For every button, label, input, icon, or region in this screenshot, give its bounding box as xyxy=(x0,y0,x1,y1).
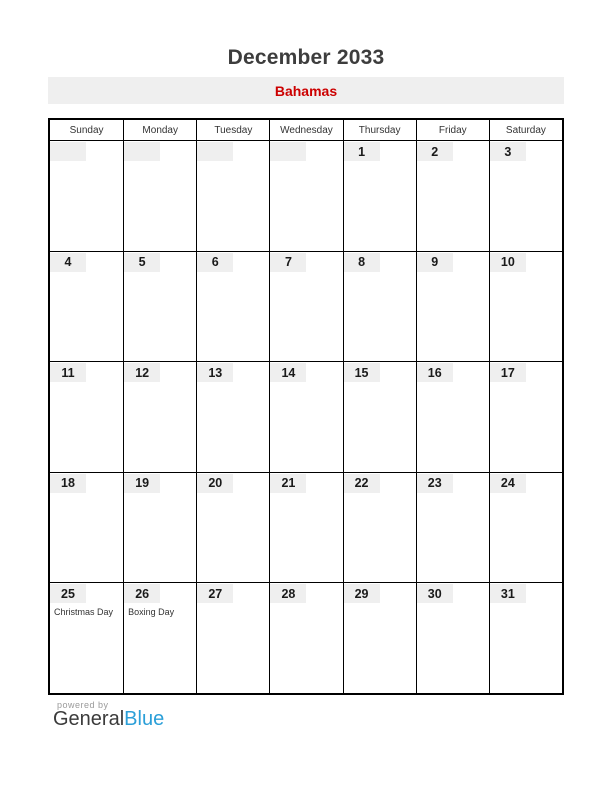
day-cell-1 xyxy=(343,140,416,251)
day-number-badge: 20 xyxy=(197,474,233,493)
generalblue-logo xyxy=(53,708,164,731)
day-number-badge: 7 xyxy=(270,253,306,272)
day-number-badge: 15 xyxy=(344,363,380,382)
day-cell-2 xyxy=(416,140,489,251)
day-number-badge: 29 xyxy=(344,584,380,603)
day-number-badge: 17 xyxy=(490,363,526,382)
brand-general-text: General xyxy=(53,708,125,730)
day-cell-empty xyxy=(269,140,342,251)
day-number-badge: 28 xyxy=(270,584,306,603)
page-title: December 2033 xyxy=(227,46,385,69)
day-number-badge: 18 xyxy=(50,474,86,493)
day-number-badge: 2 xyxy=(417,142,453,161)
day-cell-31 xyxy=(489,582,562,693)
day-number-badge: 9 xyxy=(417,253,453,272)
day-cell-27 xyxy=(196,582,269,693)
day-number-badge: 30 xyxy=(417,584,453,603)
day-number-badge: 13 xyxy=(197,363,233,382)
day-number-badge: 16 xyxy=(417,363,453,382)
brand-blue-text: Blue xyxy=(124,708,165,730)
day-number-badge: 12 xyxy=(124,363,160,382)
day-cell-5 xyxy=(123,251,196,362)
day-cell-7 xyxy=(269,251,342,362)
weekday-header-tuesday: Tuesday xyxy=(196,120,269,140)
weekday-header-friday: Friday xyxy=(416,120,489,140)
day-number-badge xyxy=(124,142,160,161)
day-number-badge xyxy=(197,142,233,161)
day-number-badge: 24 xyxy=(490,474,526,493)
day-number-badge: 3 xyxy=(490,142,526,161)
country-label: Bahamas xyxy=(274,82,338,99)
day-number-badge: 23 xyxy=(417,474,453,493)
day-number-badge: 27 xyxy=(197,584,233,603)
day-cell-empty xyxy=(196,140,269,251)
day-number-badge: 4 xyxy=(50,253,86,272)
day-cell-19 xyxy=(123,472,196,583)
day-cell-8 xyxy=(343,251,416,362)
day-number-badge: 22 xyxy=(344,474,380,493)
day-cell-10 xyxy=(489,251,562,362)
calendar-grid xyxy=(48,118,564,695)
powered-by-label: powered by xyxy=(57,700,109,710)
day-cell-26 xyxy=(123,582,196,693)
weekday-header-wednesday: Wednesday xyxy=(269,120,342,140)
day-number-badge: 1 xyxy=(344,142,380,161)
day-cell-empty xyxy=(123,140,196,251)
day-number-badge: 8 xyxy=(344,253,380,272)
day-cell-23 xyxy=(416,472,489,583)
day-cell-9 xyxy=(416,251,489,362)
day-cell-22 xyxy=(343,472,416,583)
day-number-badge: 25 xyxy=(50,584,86,603)
weekday-header-monday: Monday xyxy=(123,120,196,140)
day-number-badge: 19 xyxy=(124,474,160,493)
day-cell-4 xyxy=(50,251,123,362)
day-cell-24 xyxy=(489,472,562,583)
day-cell-12 xyxy=(123,361,196,472)
day-cell-18 xyxy=(50,472,123,583)
day-cell-empty xyxy=(50,140,123,251)
day-cell-28 xyxy=(269,582,342,693)
day-number-badge: 11 xyxy=(50,363,86,382)
weekday-header-thursday: Thursday xyxy=(343,120,416,140)
day-number-badge: 6 xyxy=(197,253,233,272)
holiday-label: Christmas Day xyxy=(54,607,114,618)
day-number-badge: 10 xyxy=(490,253,526,272)
day-number-badge: 5 xyxy=(124,253,160,272)
day-cell-13 xyxy=(196,361,269,472)
day-cell-21 xyxy=(269,472,342,583)
day-cell-30 xyxy=(416,582,489,693)
day-number-badge xyxy=(50,142,86,161)
day-cell-25 xyxy=(50,582,123,693)
day-number-badge: 21 xyxy=(270,474,306,493)
day-cell-20 xyxy=(196,472,269,583)
weekday-header-sunday: Sunday xyxy=(50,120,123,140)
day-cell-15 xyxy=(343,361,416,472)
day-number-badge xyxy=(270,142,306,161)
day-cell-6 xyxy=(196,251,269,362)
weekday-header-saturday: Saturday xyxy=(489,120,562,140)
day-number-badge: 14 xyxy=(270,363,306,382)
day-number-badge: 26 xyxy=(124,584,160,603)
day-cell-11 xyxy=(50,361,123,472)
day-cell-16 xyxy=(416,361,489,472)
day-cell-17 xyxy=(489,361,562,472)
day-number-badge: 31 xyxy=(490,584,526,603)
holiday-label: Boxing Day xyxy=(128,607,175,618)
day-cell-29 xyxy=(343,582,416,693)
day-cell-14 xyxy=(269,361,342,472)
day-cell-3 xyxy=(489,140,562,251)
country-banner xyxy=(48,77,564,104)
